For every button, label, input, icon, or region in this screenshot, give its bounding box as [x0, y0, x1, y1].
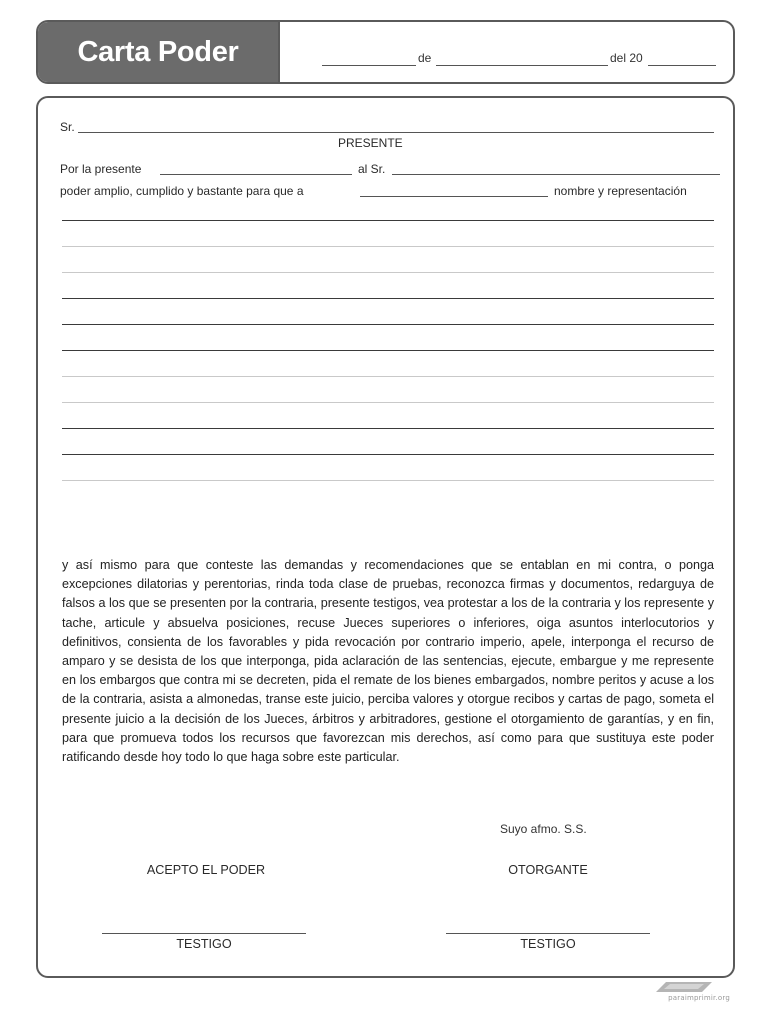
date-month-field[interactable]	[436, 65, 608, 66]
writing-line[interactable]	[62, 454, 714, 455]
writing-line[interactable]	[62, 246, 714, 247]
presente-label: PRESENTE	[338, 136, 403, 150]
suyo-afmo-label: Suyo afmo. S.S.	[500, 822, 587, 836]
testigo-left-label: TESTIGO	[176, 937, 232, 951]
watermark	[640, 980, 730, 1008]
watermark-text: paraimprimir.org	[668, 994, 730, 1002]
writing-line[interactable]	[62, 324, 714, 325]
title-panel	[38, 22, 278, 82]
writing-line[interactable]	[62, 298, 714, 299]
title-divider	[278, 22, 280, 82]
writing-line[interactable]	[62, 350, 714, 351]
writing-line[interactable]	[62, 376, 714, 377]
testigo-right-label: TESTIGO	[520, 937, 576, 951]
writing-line[interactable]	[62, 272, 714, 273]
date-de-label: de	[418, 51, 432, 65]
otorgante-name-field[interactable]	[160, 174, 352, 175]
testigo-right-signature-line[interactable]	[446, 933, 650, 934]
sr-name-field[interactable]	[78, 132, 714, 133]
date-year-field[interactable]	[648, 65, 716, 66]
date-line	[322, 50, 716, 68]
por-la-presente-label: Por la presente	[60, 162, 142, 176]
header-box	[36, 20, 735, 84]
poder-amplio-label: poder amplio, cumplido y bastante para que a	[60, 184, 304, 198]
otorgante-label: OTORGANTE	[508, 863, 588, 877]
date-day-field[interactable]	[322, 65, 416, 66]
writing-line[interactable]	[62, 480, 714, 481]
writing-line[interactable]	[62, 428, 714, 429]
page-title: Carta Poder	[77, 35, 239, 68]
flag-logo-icon	[654, 980, 714, 994]
writing-line[interactable]	[62, 220, 714, 221]
en-mi-nombre-field[interactable]	[360, 196, 548, 197]
acepto-el-poder-label: ACEPTO EL PODER	[146, 863, 266, 877]
power-of-attorney-clause: y así mismo para que conteste las demandas y recomendaciones que se entablan en mi contra, o ponga excepciones dilatorias y perentorias, rinda toda clase de pruebas, reconozca firmas y documentos, redarguya de falsos a los que se presenten por la contraria, presente testigos, vea protestar a los de la contraria y los represente y tache, articule y absuelva posiciones, recuse Jueces superiores o inferiores, oiga asuntos interlocutorios y definitivos, consienta de los favorables y pida revocación por contrario imperio, apele, interponga el recurso de amparo y se desista de los que interponga, pida aclaración de las sentencias, ejecute, embargue y me represente en los embargos que contra mi se decreten, pida el remate de los bienes embargados, nombre peritos y acuse a los de la contraria, asista a almonedas, transe este juicio, perciba valores y otorgue recibos y cartas de pago, sometа el presente juicio a la decisión de los Jueces, árbitros y arbitradores, gestione el otorgamiento de garantías, y en fin, para que promueva todos los recursos que favorezcan mis derechos, así como para que sustituya este poder ratificando desde hoy todo lo que haga sobre este particular.	[62, 558, 714, 765]
writing-line[interactable]	[62, 402, 714, 403]
nombre-representacion-label: nombre y representación	[554, 184, 687, 198]
al-sr-label: al Sr.	[358, 162, 386, 176]
date-del-label: del 20	[610, 51, 643, 65]
testigo-left-signature-line[interactable]	[102, 933, 306, 934]
sr-label: Sr.	[60, 120, 75, 134]
apoderado-name-field[interactable]	[392, 174, 720, 175]
main-form-box	[36, 96, 735, 978]
